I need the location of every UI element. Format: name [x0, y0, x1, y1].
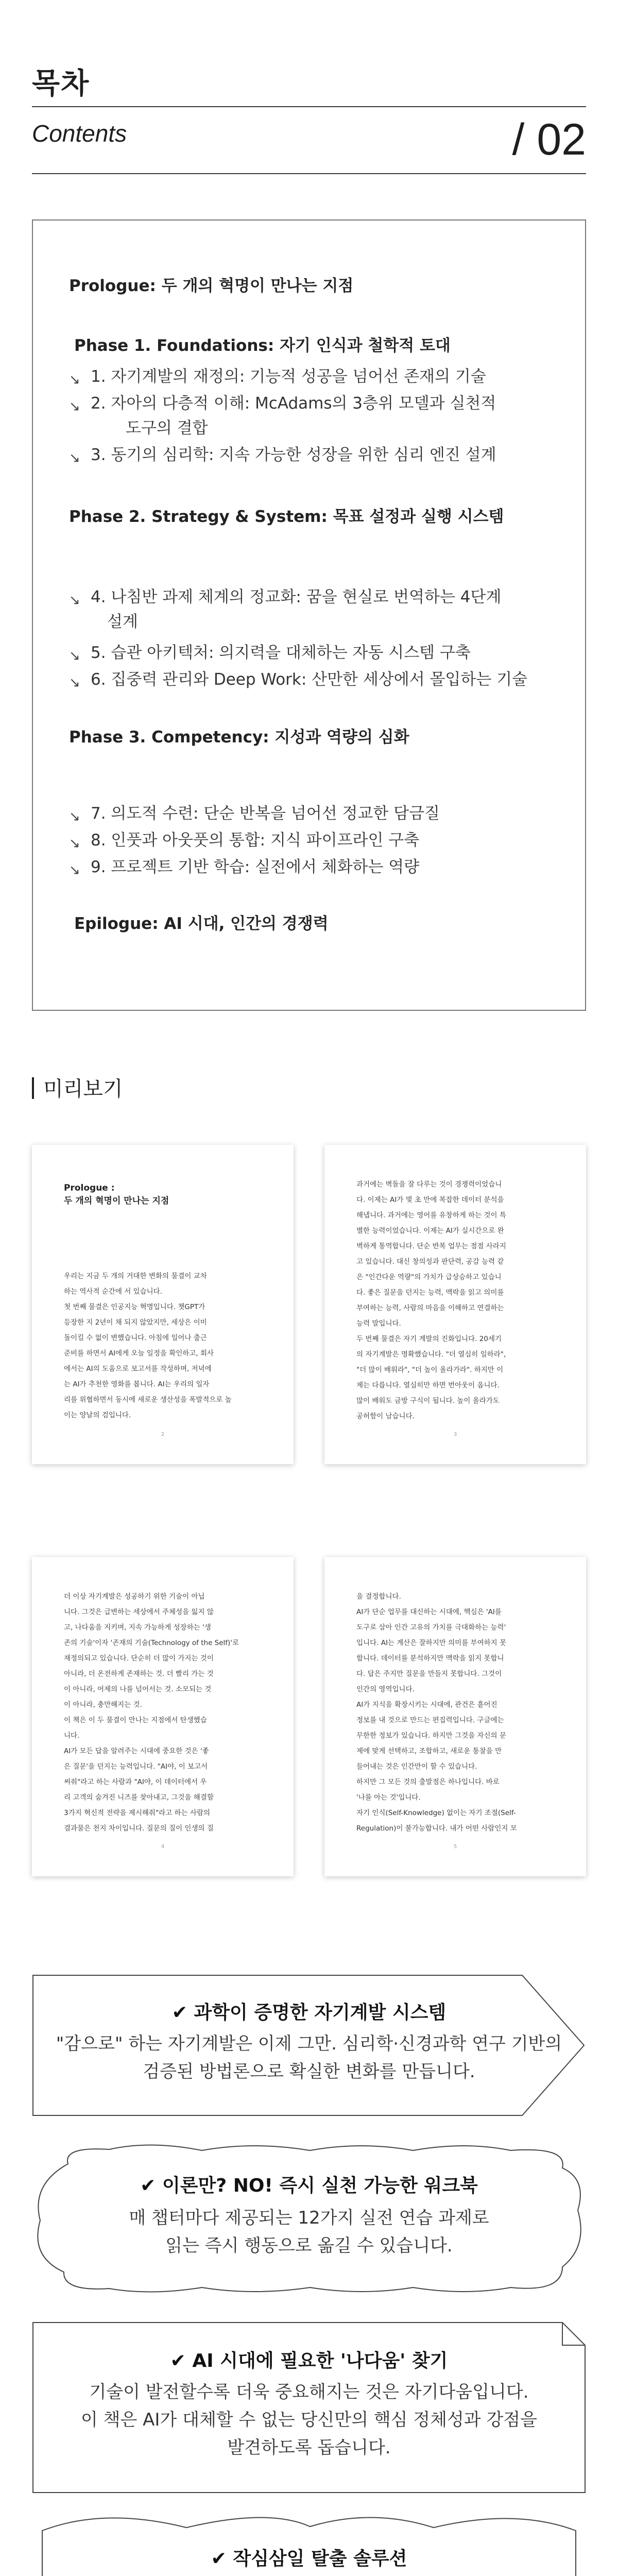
toc-item-continued: 도구의 결합	[126, 419, 208, 437]
text-line: 이 책은 이 두 물결이 만나는 지점에서 탄생했습	[64, 1716, 207, 1724]
feature-heading: ✔ AI 시대에 필요한 '나다움' 찾기	[170, 2350, 448, 2371]
text-line: 이 아니라, 어제의 나를 넘어서는 것. 소모되는 것	[64, 1685, 212, 1693]
feature-callout-2	[32, 2143, 586, 2296]
text-line: 검증된 방법론으로 확실한 변화를 만듭니다.	[143, 2061, 475, 2082]
check-icon: ✔	[140, 2175, 156, 2196]
text-line: 입니다. AI는 계산은 잘하지만 의미를 부여하지 못	[356, 1639, 507, 1647]
arrow-icon: ↘	[69, 862, 80, 878]
arrow-icon: ↘	[69, 648, 80, 664]
arrow-icon: ↘	[69, 592, 80, 608]
text-line: 다. 좋은 질문을 던지는 능력, 맥락을 읽고 의미를	[356, 1289, 504, 1297]
page-num: 3	[453, 1432, 457, 1437]
arrow-icon: ↘	[69, 836, 80, 851]
page-text	[64, 1268, 263, 1423]
text-line: 돌이킬 수 없이 변했습니다. 아침에 일어나 출근	[64, 1334, 207, 1342]
feature-callout-4	[32, 2515, 586, 2576]
feature-text	[32, 2378, 586, 2462]
text-line: 첫 번째 물결은 인공지능 혁명입니다. 챗GPT가	[64, 1303, 205, 1311]
text-line: 제는 다릅니다. 열심히만 하면 번아웃이 옵니다.	[356, 1381, 500, 1389]
text-line: 3가지 혁신적 전략을 제시해줘"라고 하는 사람의	[64, 1809, 211, 1817]
text-line: 발견하도록 돕습니다.	[227, 2437, 391, 2458]
text-line: 을 결정합니다.	[356, 1592, 401, 1601]
text-line: 니다.	[64, 1732, 80, 1740]
text-line: 하는 역사적 순간에 서 있습니다.	[64, 1287, 162, 1296]
feature-heading: ✔ 작심삼일 탈출 솔루션	[211, 2548, 407, 2569]
text-line: AI가 지식을 확장시키는 시대에, 관건은 흩어진	[356, 1701, 497, 1709]
text-line: 능력 말입니다.	[356, 1319, 401, 1328]
text-line: 은 질문'을 던지는 능력입니다. "AI야, 이 보고서	[64, 1762, 208, 1771]
page-num: 4	[161, 1844, 165, 1850]
page-text	[64, 1589, 263, 1836]
text-line: 아니라, 더 온전하게 존재하는 것. 더 빨리 가는 것	[64, 1670, 214, 1678]
text-line: 하지만 그 모든 것의 출발점은 하나입니다. 바로	[356, 1778, 500, 1786]
text-line: 은 "인간다운 역량"의 가치가 급상승하고 있습니	[356, 1273, 502, 1281]
preview-page-2	[324, 1145, 586, 1464]
text-line: 준비를 하면서 AI에게 오늘 일정을 확인하고, 회사	[64, 1349, 214, 1358]
heading-bar	[32, 1077, 34, 1099]
text-line: 는 AI가 추천한 영화를 봅니다. AI는 우리의 일자	[64, 1380, 210, 1388]
text-line: 무한한 정보가 있습니다. 하지만 그것을 자신의 문	[356, 1732, 506, 1740]
text-line: 의 자기계발은 명확했습니다. "더 열심히 일하라",	[356, 1350, 506, 1359]
arrow-icon: ↘	[69, 372, 80, 387]
feature-text	[32, 2030, 586, 2086]
toc-phase-2: Phase 2. Strategy & System: 목표 설정과 실행 시스템	[69, 507, 504, 526]
toc-item: ↘ 5. 습관 아키텍처: 의지력을 대체하는 자동 시스템 구축	[69, 642, 471, 664]
arrow-icon: ↘	[69, 809, 80, 824]
toc-item: ↘ 4. 나침반 과제 체계의 정교화: 꿈을 현실로 번역하는 4단계	[69, 586, 501, 608]
text-line: 매 챕터마다 제공되는 12가지 실전 연습 과제로	[129, 2208, 489, 2228]
text-line: 별한 능력이었습니다. 이제는 AI가 실시간으로 완	[356, 1227, 504, 1235]
page-text	[356, 1177, 555, 1424]
feature-callout-1	[32, 1974, 586, 2116]
text-line: "더 많이 배워라", "더 높이 올라가라". 하지만 이	[356, 1366, 504, 1374]
feature-callout-3	[32, 2321, 586, 2494]
text-line: 인간의 영역입니다.	[356, 1685, 415, 1693]
text-line: "감으로" 하는 자기계발은 이제 그만. 심리학·신경과학 연구 기반의	[56, 2033, 562, 2054]
text-line: 더 이상 자기계발은 성공하기 위한 기술이 아닙	[64, 1592, 205, 1601]
toc-box	[32, 219, 586, 1011]
arrow-icon: ↘	[69, 675, 80, 690]
text-line: 에서는 AI의 도움으로 보고서를 작성하며, 저녁에	[64, 1365, 212, 1373]
text-line: 등장한 지 2년이 채 되지 않았지만, 세상은 이미	[64, 1318, 207, 1327]
text-line: AI가 단순 업무를 대신하는 시대에, 핵심은 'AI를	[356, 1608, 502, 1616]
page-heading: Prologue : 두 개의 혁명이 만나는 지점	[64, 1183, 169, 1206]
preview-heading: 미리보기	[32, 1073, 123, 1102]
header-divider	[32, 173, 586, 174]
text-line: 두 번째 물결은 자기 계발의 진화입니다. 20세기	[356, 1335, 502, 1343]
text-line: 합니다. 데이터를 분석하지만 맥락을 읽지 못합니	[356, 1654, 504, 1663]
feature-text	[32, 2204, 586, 2260]
page-subtitle: Contents	[32, 120, 127, 147]
toc-item: ↘ 9. 프로젝트 기반 학습: 실전에서 체화하는 역량	[69, 856, 419, 878]
text-line: 정보를 내 것으로 만드는 편집력입니다. 구글에는	[356, 1716, 504, 1724]
text-line: 많이 배워도 금방 구식이 됩니다. 높이 올라가도	[356, 1397, 500, 1405]
text-line: 이 아니라, 충만해지는 것.	[64, 1701, 142, 1709]
toc-item: ↘ 8. 인풋과 아웃풋의 통합: 지식 파이프라인 구축	[69, 829, 419, 851]
text-line: 해냅니다. 과거에는 영어를 유창하게 하는 것이 특	[356, 1211, 506, 1219]
text-line: 고, 나다움을 지키며, 지속 가능하게 성장하는 '생	[64, 1623, 211, 1632]
toc-item: ↘ 7. 의도적 수련: 단순 반복을 넘어선 정교한 담금질	[69, 803, 440, 824]
toc-item: ↘ 6. 집중력 관리와 Deep Work: 산만한 세상에서 몰입하는 기술	[69, 669, 527, 690]
text-line: 재정의되고 있습니다. 단순히 더 많이 가지는 것이	[64, 1654, 214, 1663]
text-line: 이는 양날의 검입니다.	[64, 1411, 131, 1419]
text-line: 들어내는 것은 인간만이 할 수 있습니다.	[356, 1762, 477, 1771]
toc-item: ↘ 2. 자아의 다층적 이해: McAdams의 3층위 모델과 실천적	[69, 393, 496, 414]
text-line: 벽하게 통역합니다. 단순 반복 업무는 점점 사라지	[356, 1242, 506, 1250]
title-divider	[32, 106, 586, 107]
text-line: 과거에는 벽돌을 잘 다루는 것이 경쟁력이었습니	[356, 1180, 502, 1189]
text-line: 제에 맞게 선택하고, 조합하고, 새로운 통찰을 만	[356, 1747, 502, 1755]
text-line: '나를 아는 것'입니다.	[356, 1793, 421, 1802]
text-line: 존의 기술'이자 '존재의 기술(Technology of the Self)'로	[64, 1639, 239, 1647]
text-line: 써줘"라고 하는 사람과 "AI야, 이 데이터에서 우	[64, 1778, 207, 1786]
toc-item: ↘ 1. 자기계발의 재정의: 기능적 성공을 넘어선 존재의 기술	[69, 366, 486, 387]
check-icon: ✔	[170, 2350, 186, 2371]
text-line: 고 있습니다. 대신 창의성과 판단력, 공감 능력 같	[356, 1258, 504, 1266]
text-line: 우리는 지금 두 개의 거대한 변화의 물결이 교차	[64, 1272, 207, 1280]
feature-heading: ✔ 과학이 증명한 자기계발 시스템	[171, 2002, 447, 2023]
feature-heading: ✔ 이론만? NO! 즉시 실천 가능한 워크북	[140, 2175, 478, 2196]
page-number: / 02	[512, 115, 586, 164]
text-line: 기술이 발전할수록 더욱 중요해지는 것은 자기다움입니다.	[89, 2382, 529, 2402]
text-line: 이 책은 AI가 대체할 수 없는 당신만의 핵심 정체성과 강점을	[81, 2410, 537, 2430]
arrow-icon: ↘	[69, 450, 80, 466]
page-text	[356, 1589, 555, 1836]
toc-item-continued: 설계	[107, 613, 138, 631]
text-line: 리를 위협하면서 동시에 새로운 생산성을 폭발적으로 높	[64, 1396, 232, 1404]
text-line: 다. 이제는 AI가 몇 초 만에 복잡한 데이터 분석을	[356, 1196, 504, 1204]
toc-item: ↘ 3. 동기의 심리학: 지속 가능한 성장을 위한 심리 엔진 설계	[69, 444, 496, 466]
text-line: 부여하는 능력, 사람의 마음을 이해하고 연결하는	[356, 1304, 504, 1312]
preview-page-4	[324, 1557, 586, 1876]
preview-page-3	[32, 1557, 294, 1876]
text-line: AI가 모든 답을 알려주는 시대에 중요한 것은 '좋	[64, 1747, 209, 1755]
text-line: 공허함이 남습니다.	[356, 1412, 415, 1420]
text-line: Regulation)이 불가능합니다. 내가 어떤 사람인지 모	[356, 1824, 517, 1833]
toc-phase-3: Phase 3. Competency: 지성과 역량의 심화	[69, 728, 409, 747]
page-title: 목차	[32, 67, 90, 100]
text-line: 도구로 삼아 인간 고유의 가치를 극대화하는 능력'	[356, 1623, 506, 1632]
toc-prologue: Prologue: 두 개의 혁명이 만나는 지점	[69, 277, 354, 295]
text-line: 리 고객의 숨겨진 니즈를 찾아내고, 그것을 해결할	[64, 1793, 214, 1802]
arrow-icon: ↘	[69, 399, 80, 414]
page-num: 2	[161, 1432, 165, 1437]
toc-epilogue: Epilogue: AI 시대, 인간의 경쟁력	[74, 914, 329, 933]
check-icon: ✔	[171, 2002, 187, 2023]
text-line: 니다. 그것은 급변하는 세상에서 주체성을 잃지 않	[64, 1608, 214, 1616]
toc-phase-1: Phase 1. Foundations: 자기 인식과 철학적 토대	[74, 336, 451, 355]
check-icon: ✔	[211, 2548, 227, 2569]
preview-page-1	[32, 1145, 294, 1464]
text-line: 결과물은 천지 차이입니다. 질문의 질이 인생의 질	[64, 1824, 214, 1833]
page-num: 5	[453, 1844, 457, 1850]
text-line: 다. 답은 주지만 질문을 만들지 못합니다. 그것이	[356, 1670, 502, 1678]
text-line: 읽는 즉시 행동으로 옮길 수 있습니다.	[165, 2235, 453, 2256]
text-line: 자기 인식(Self-Knowledge) 없이는 자기 조절(Self-	[356, 1809, 516, 1817]
